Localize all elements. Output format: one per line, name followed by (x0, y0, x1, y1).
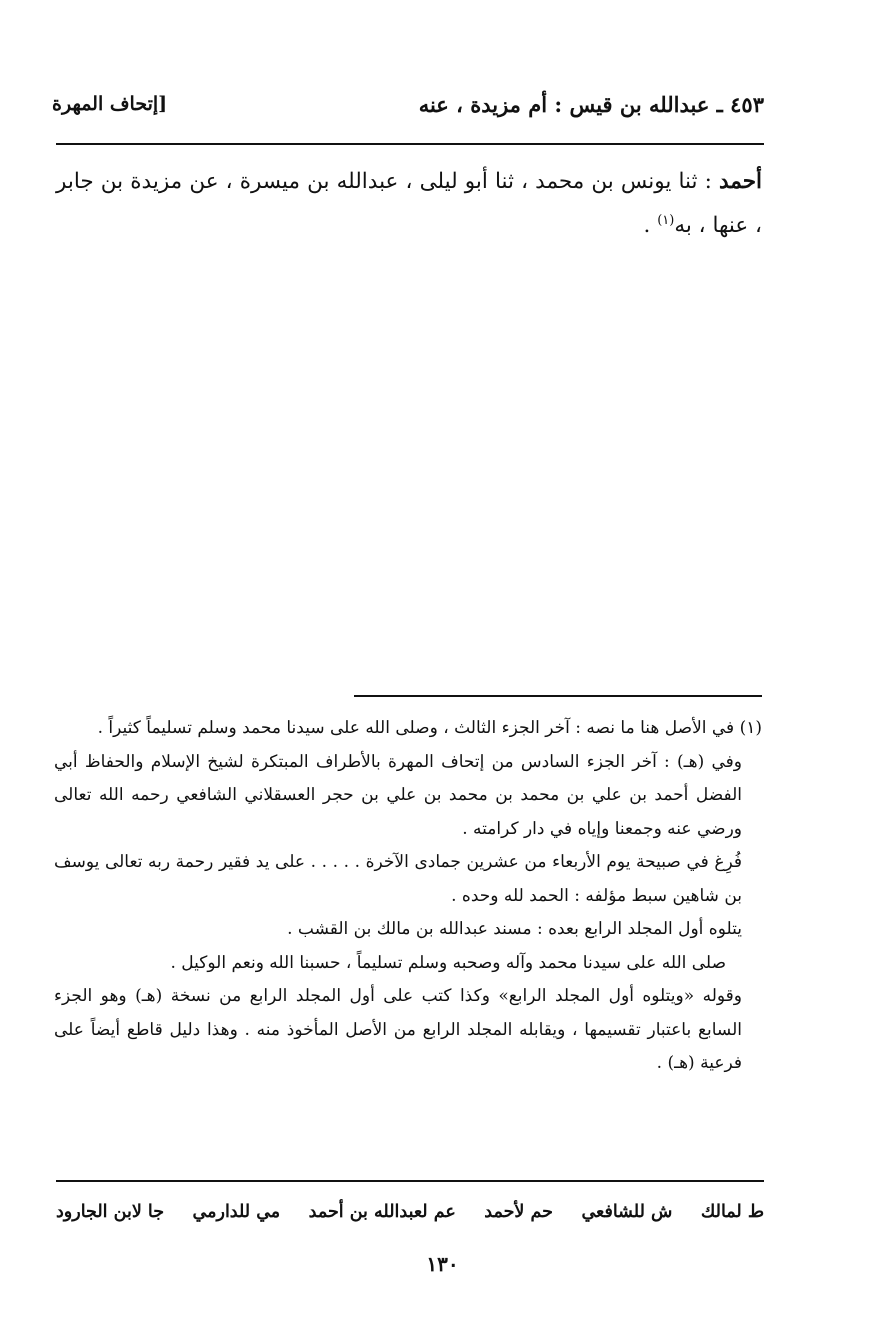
footnote-paragraph: وقوله «ويتلوه أول المجلد الرابع» وكذا كتب على أول المجلد الرابع من نسخة (هـ) وهو الجزء السابع باعتبار تقسيمها ، ويقابله المجلد الرابع من الأصل المأخوذ منه . وهذا دليل قاطع أيضاً على فرعية (هـ) . (54, 986, 742, 1073)
footnote-paragraph: صلى الله على سيدنا محمد وآله وصحبه وسلم تسليماً ، حسبنا الله ونعم الوكيل . (170, 952, 726, 973)
running-header (52, 84, 764, 124)
footnote-paragraph: وفي (هـ) : آخر الجزء السادس من إتحاف المهرة بالأطراف المبتكرة لشيخ الإسلام والحفاظ أبي الفضل أحمد بن علي بن محمد بن محمد بن علي بن حجر العسقلاني الشافعي رحمه الله تعالى ورضي عنه وجمعنا وإياه في دار كرامته . (54, 751, 742, 839)
header-divider (56, 143, 764, 145)
footnote-divider (354, 695, 762, 697)
sigla-legend (56, 1194, 764, 1230)
page-number: ١٣٠ (426, 1252, 459, 1276)
footnotes (54, 712, 762, 1081)
sigla-item: حم لأحمد (484, 1202, 553, 1222)
sigla-item: عم لعبدالله بن أحمد (308, 1202, 456, 1222)
narrator-lead: أحمد (719, 169, 762, 194)
footnote-reference: (١) (657, 212, 675, 228)
book-title: [إتحاف المهرة (52, 93, 168, 115)
isnad-end: . (643, 213, 658, 238)
footnote-paragraph: يتلوه أول المجلد الرابع بعده : مسند عبدالله بن مالك بن القشب . (287, 919, 742, 939)
hadith-text (56, 160, 762, 248)
chapter-title: ٤٥٣ ـ عبدالله بن قيس : أم مزيدة ، عنه (418, 91, 764, 117)
sigla-item: ط لمالك (700, 1202, 764, 1222)
sigla-item: جا لابن الجارود (56, 1202, 165, 1222)
footnote-paragraph: (١) في الأصل هنا ما نصه : آخر الجزء الثالث ، وصلى الله على سيدنا محمد وسلم تسليماً كثيراً . (97, 718, 762, 738)
sigla-item: ش للشافعي (581, 1202, 673, 1222)
sigla-item: مي للدارمي (192, 1202, 281, 1222)
isnad-text: : ثنا يونس بن محمد ، ثنا أبو ليلى ، عبدالله بن ميسرة ، عن مزيدة بن جابر ، عنها ، به (56, 169, 762, 238)
sigla-divider (56, 1180, 764, 1182)
footnote-paragraph: فُرِغ في صبيحة يوم الأربعاء من عشرين جمادى الآخرة . . . . . على يد فقير رحمة ربه تعالى يوسف بن شاهين سبط مؤلفه : الحمد لله وحده . (54, 852, 742, 906)
